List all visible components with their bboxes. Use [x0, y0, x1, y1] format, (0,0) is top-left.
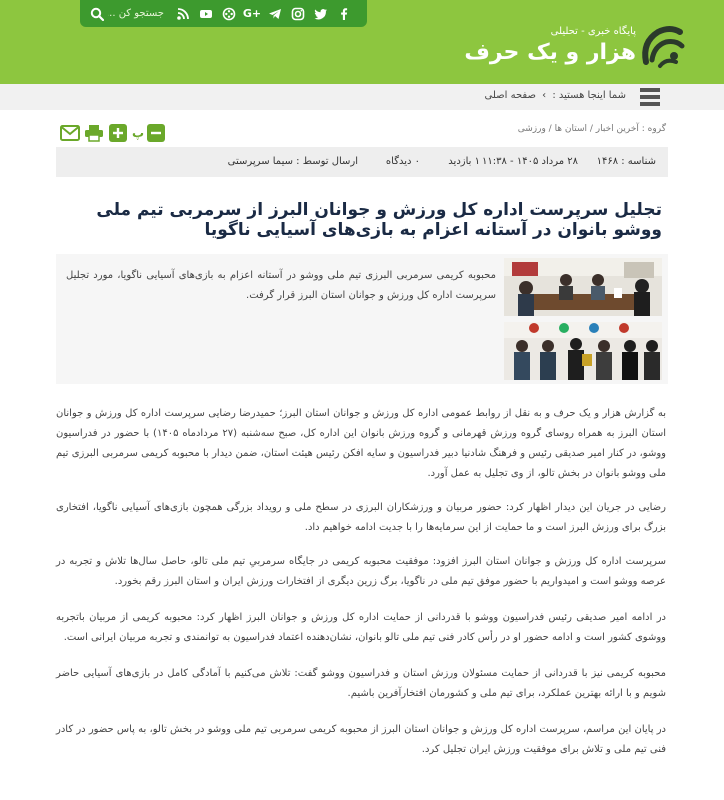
article-photo-ceremony[interactable]	[504, 322, 662, 380]
group-label: گروه :	[641, 124, 666, 134]
breadcrumb-prefix: شما اینجا هستید :	[552, 90, 626, 101]
article-visits: ۱ بازدید	[448, 156, 480, 167]
article-date: ۲۸ مرداد ۱۴۰۵ - ۱۱:۳۸	[482, 156, 578, 167]
breadcrumb-bar	[0, 84, 724, 110]
logo-subtitle: پایگاه خبری - تحلیلی	[550, 26, 636, 37]
top-bar	[80, 0, 367, 27]
article-paragraph-4: در ادامه امیر صدیقی رئیس فدراسیون ووشو با قدردانی از حمایت اداره کل ورزش و جوانان البرز اظهار کرد: محبوبه کریمی از مربیان باتجربه ووشوی کشور است و ادامه حضور او در رأس کادر فنی تیم ملی تالو بانوان، نشان‌دهنده اعتماد فدراسیون به توانمندی و تجربه مربیان ایرانی است.	[56, 612, 666, 643]
print-icon[interactable]	[84, 124, 104, 142]
search-input[interactable]	[108, 5, 164, 23]
aparat-icon[interactable]	[219, 4, 239, 24]
article-group	[518, 124, 666, 134]
font-decrease-icon[interactable]	[146, 124, 166, 142]
article-title: تجلیل سرپرست اداره کل ورزش و جوانان البرز از سرمربی تیم ملی ووشو بانوان در آستانه اعزام به بازی‌های آسیایی ناگویا	[96, 200, 662, 240]
group-path[interactable]: آخرین اخبار / استان ها / ورزشی	[517, 124, 639, 134]
search-icon[interactable]	[86, 3, 108, 25]
logo-title: هزار و یک حرف	[464, 40, 636, 65]
breadcrumb	[481, 90, 626, 101]
article-comments: ۰ دیدگاه	[385, 156, 420, 167]
email-icon[interactable]	[60, 124, 80, 142]
article-id: شناسه : ۱۴۶۸	[596, 156, 656, 167]
article-info-bar	[56, 147, 668, 177]
article-summary-box	[56, 254, 668, 384]
youtube-icon[interactable]	[196, 4, 216, 24]
google-plus-icon[interactable]: G+	[242, 7, 262, 20]
facebook-icon[interactable]	[334, 4, 354, 24]
article-paragraph-3: سرپرست اداره کل ورزش و جوانان استان البرز افزود: موفقیت محبوبه کریمی در جایگاه سرمربیِ تیم ملی تالو، حاصل سال‌ها تلاش و تجربه در عرصه ووشو است و امیدواریم با حضور موفق تیم ملی در ناگویا، برگ زرین دیگری از افتخارات ورزش ایران و استان البرز رقم بخورد.	[56, 556, 666, 587]
breadcrumb-home-link[interactable]: صفحه اصلی	[484, 90, 536, 101]
site-logo[interactable]	[458, 22, 688, 70]
article-photos[interactable]	[504, 258, 662, 380]
article-author: ارسال توسط : سیما سرپرستی	[227, 156, 358, 167]
twitter-icon[interactable]	[311, 4, 331, 24]
article-paragraph-2: رضایی در جریان این دیدار اظهار کرد: حضور مربیان و ورزشکاران البرزی در سطح ملی و رویداد بزرگی همچون بازی‌های آسیایی ناگویا، افتخاری بزرگ برای ورزش البرز است و ما حمایت از این سرمایه‌ها را با جدیت ادامه خواهیم داد.	[56, 502, 666, 533]
instagram-icon[interactable]	[288, 4, 308, 24]
font-size-label: پ	[132, 126, 145, 140]
article-paragraph-5: محبوبه کریمی نیز با قدردانی از حمایت مسئولان ورزش استان و فدراسیون ووشو گفت: تلاش می‌کنیم با آمادگی کامل در بازی‌های آسیایی حاضر شویم و با ارائه بهترین عملکرد، برای تیم ملی و کشورمان افتخارآفرین باشیم.	[56, 668, 666, 699]
article-summary: محبوبه کریمی سرمربی البرزی تیم ملی ووشو در آستانه اعزام به بازی‌های آسیایی ناگویا، مورد تجلیل سرپرست اداره کل ورزش و جوانان استان البرز قرار گرفت.	[66, 270, 496, 301]
logo-mark-icon	[636, 22, 688, 70]
logo-text	[464, 25, 636, 67]
article-tools	[60, 124, 170, 142]
rss-icon[interactable]	[173, 4, 193, 24]
font-increase-icon[interactable]	[108, 124, 128, 142]
article-paragraph-6: در پایان این مراسم، سرپرست اداره کل ورزش و جوانان استان البرز از محبوبه کریمی سرمربی تیم ملی ووشو در بخش تالو، به پاس حضور در کادر فنی تیم ملی و تلاش برای موفقیت ورزش ایران تجلیل کرد.	[56, 724, 666, 755]
breadcrumb-separator: ›	[542, 90, 547, 101]
hamburger-menu-icon[interactable]	[640, 88, 660, 106]
telegram-icon[interactable]	[265, 4, 285, 24]
site-header	[0, 0, 724, 84]
article-photo-meeting[interactable]	[504, 258, 662, 316]
article-paragraph-1: به گزارش هزار و یک حرف و به نقل از روابط عمومی اداره کل ورزش و جوانان استان البرز؛ حمیدرضا رضایی سرپرست اداره کل ورزش و جوانان استان البرز به همراه روسای گروه ورزش قهرمانی و گروه ورزش بانوان این اداره کل، صبح سه‌شنبه (۲۷ مردادماه ۱۴۰۵) با حضور در فدراسیون ووشو، در کنار امیر صدیقی رئیس و فرهنگ شادنیا دبیر فدراسیون و سایه افکن رئیس هیئت استان، ضمن دیدار با محبوبه کریمی سرمربی البرزی تیم ملی ووشو بانوان در بخش تالو، از وی تجلیل به عمل آورد.	[56, 408, 667, 479]
